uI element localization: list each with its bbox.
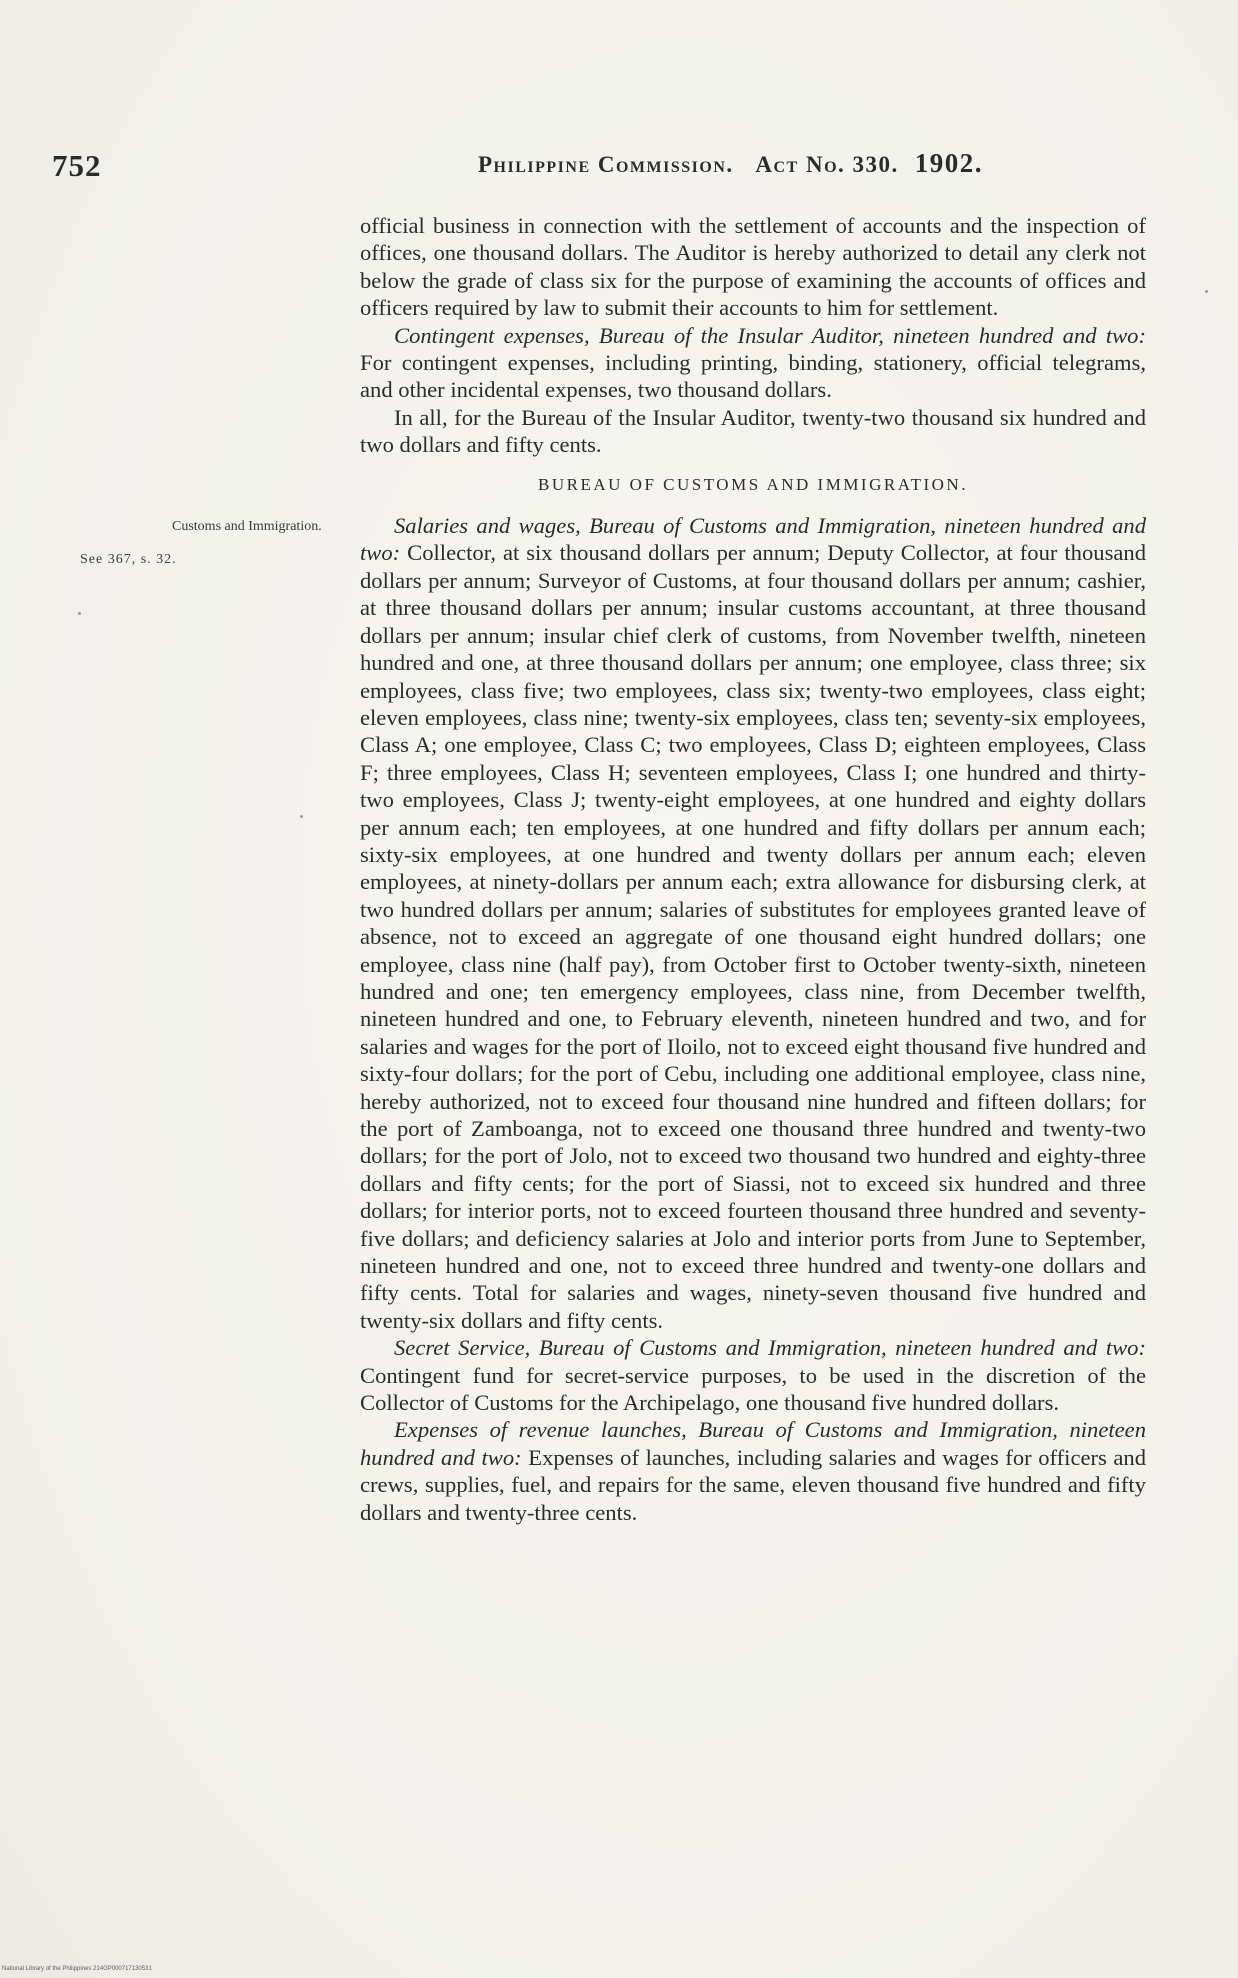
scan-speck xyxy=(1205,290,1208,293)
paragraph-text: For contingent expenses, including printing, binding, stationery, official telegrams, and other incidental expenses, two thousand dollars. xyxy=(360,350,1146,403)
paragraph-heading: Secret Service, Bureau of Customs and Immigration, nineteen hundred and two: xyxy=(394,1335,1146,1361)
paragraph-auditor-total: In all, for the Bureau of the Insular Auditor, twenty-two thousand six hundred and two dollars and fifty cents. xyxy=(360,404,1146,458)
paragraph-contingent-expenses xyxy=(360,322,1146,404)
paragraph-text: Contingent fund for secret-service purposes, to be used in the discretion of the Collector of Customs for the Archipelago, one thousand five hundred dollars. xyxy=(360,1362,1146,1416)
margin-note-reference: See 367, s. 32. xyxy=(80,552,177,567)
paragraph-secret-service xyxy=(360,1334,1146,1416)
scan-speck xyxy=(78,612,81,615)
paragraph-text: Expenses of launches, including salaries and wages for officers and crews, supplies, fuel, and repairs for the same, eleven thousand five hundred and fifty dollars and twenty-three cents. xyxy=(360,1444,1147,1525)
scan-footer-note: National Library of the Philippines 214GP000717130531 xyxy=(2,1966,152,1972)
running-head xyxy=(478,148,983,179)
paragraph-salaries-wages xyxy=(360,512,1146,1334)
main-text-column xyxy=(360,212,1146,1526)
running-title: Philippine Commission. xyxy=(478,152,734,177)
section-heading: BUREAU OF CUSTOMS AND IMMIGRATION. xyxy=(538,474,968,494)
act-number: Act No. 330. xyxy=(755,152,899,177)
paragraph-heading: Contingent expenses, Bureau of the Insular Auditor, nineteen hundred and two: xyxy=(394,322,1146,348)
paragraph-auditor-detail: official business in connection with the settlement of accounts and the inspection of offices, one thousand dollars. The Auditor is hereby authorized to detail any clerk not below the grade of class six for the purpose of examining the accounts of offices and officers required by law to submit their accounts to him for settlement. xyxy=(360,213,1146,321)
scan-speck xyxy=(300,815,303,818)
page-number: 752 xyxy=(52,148,102,183)
paragraph-heading: Salaries and wages, Bureau of Customs and Immigration, nineteen hundred and two: xyxy=(360,513,1146,566)
year: 1902. xyxy=(914,148,984,178)
paragraph-heading: Expenses of revenue launches, Bureau of Customs and Immigration, nineteen hundred and two: xyxy=(360,1417,1146,1470)
paragraph-text: Collector, at six thousand dollars per annum; Deputy Collector, at four thousand dollars per annum; Surveyor of Customs, at four thousand dollars per annum; cashier, at three thousand dollars per annum; insular customs accountant, at three thousand dollars per annum; insular chief clerk of customs, from November twelfth, nineteen hundred and one, at three thousand dollars per annum; one employee, class three; six employees, class five; two employees, class six; twenty-two employees, class eight; eleven employees, class nine; twenty-six employees, class ten; seventy-six employees, Class A; one employee, Class C; two employees, Class D; eighteen employees, Class F; three employees, Class H; seventeen employees, Class I; one hundred and thirty-two employees, Class J; twenty-eight employees, at one hundred and eighty dollars per annum each; ten employees, at one hundred and fifty dollars per annum each; sixty-six employees, at one hundred and twenty dollars per annum each; eleven employees, at ninety-dollars per annum each; extra allowance for disbursing clerk, at two hundred dollars per annum; salaries of substitutes for employees granted leave of absence, not to exceed an aggregate of one thousand eight hundred dollars; one employee, class nine (half pay), from October first to October twenty-sixth, nineteen hundred and one; ten emergency employees, class nine, from December twelfth, nineteen hundred and one, to February eleventh, nineteen hundred and two, and for salaries and wages for the port of Iloilo, not to exceed eight thousand five hundred and sixty-four dollars; for the port of Cebu, including one additional employee, class nine, hereby authorized, not to exceed four thousand nine hundred and fifteen dollars; for the port of Zamboanga, not to exceed one thousand three hundred and twenty-two dollars; for the port of Jolo, not to exceed two thousand two hundred and eighty-three dollars and fifty cents; for the port of Siassi, not to exceed six hundred and three dollars; for interior ports, not to exceed fourteen thousand three hundred and seventy-five dollars; and deficiency salaries at Jolo and interior ports from June to September, nineteen hundred and one, not to exceed three hundred and twenty-one dollars and fifty cents. Total for salaries and wages, ninety-seven thousand five hundred and twenty-six dollars and fifty cents. xyxy=(360,540,1146,1333)
paragraph-revenue-launches xyxy=(360,1416,1146,1526)
margin-note-topic: Customs and Immigration. xyxy=(172,519,322,534)
